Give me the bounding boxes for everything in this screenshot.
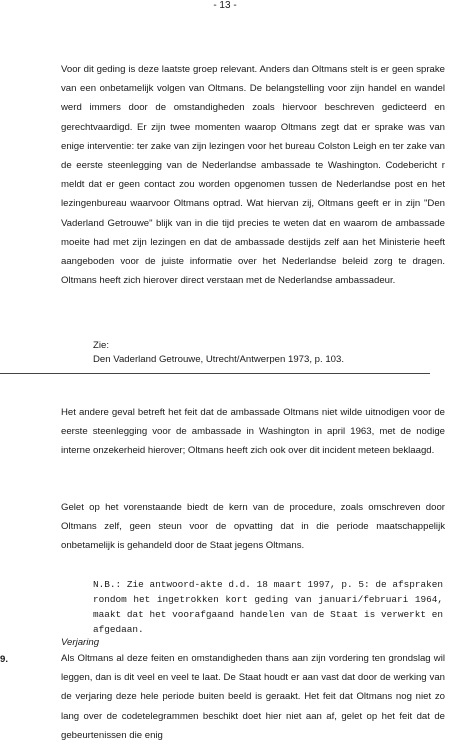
paragraph-conclusion: Gelet op het vorenstaande biedt de kern van de procedure, zoals omschreven door Oltmans zelf, geen steun voor de opvatting dat in die periode maatschappelijk onbetamelijk is gehandeld door de Staat jegens Oltmans. (61, 502, 445, 552)
reference-citation: Den Vaderland Getrouwe, Utrecht/Antwerpen 1973, p. 103. (93, 354, 345, 365)
page-number: - 13 - (213, 0, 237, 11)
paragraph-number: 9. (0, 654, 9, 665)
paragraph-ambassade-incident: Het andere geval betreft het feit dat de ambassade Oltmans niet wilde uitnodigen voor de eerste steenlegging voor de ambassade in Washington in april 1963, met de nodige interne onzekerheid hierover; Oltmans heeft zich ook over dit incident meteen beklaagd. (61, 407, 445, 457)
section-heading-verjaring: Verjaring (61, 637, 100, 648)
paragraph-relevance: Voor dit geding is deze laatste groep relevant. Anders dan Oltmans stelt is er geen sprake van een onbetamelijk volgen van Oltmans. De belangstelling voor zijn handel en wandel werd immers door de omstandigheden zoals hiervoor beschreven gedicteerd en gerechtvaardigd. Er zijn twee momenten waarop Oltmans zegt dat er sprake was van enige interventie: ter zake van zijn lezingen voor het bureau Colston Leigh en ter zake van de eerste steenlegging van de Nederlandse ambassade te Washington. Codebericht r meldt dat er geen contact zou worden opgenomen tussen de Nederlandse post en het lezingenbureau waarvoor Oltmans optrad. Wat hiervan zij, Oltmans geeft er in zijn "Den Vaderland Getrouwe" blijk van in die tijd precies te weten dat en waarom de ambassade moeite had met zijn lezingen en dat de ambassade destijds zelf aan het Ministerie heeft aangeboden voor de juiste informatie over het Nederlandse beleid zorg te dragen. Oltmans heeft zich hierover direct verstaan met de Nederlandse ambassadeur. (61, 64, 445, 287)
reference-label: Zie: (93, 340, 109, 351)
note-nb: N.B.: Zie antwoord-akte d.d. 18 maart 1997, p. 5: de afspraken rondom het ingetrokken kort geding van januari/februari 1964, maakt dat het voorafgaand handelen van de Staat is verwerkt en afgedaan. (93, 579, 443, 635)
footnote-divider (0, 373, 430, 374)
reference-block (93, 339, 445, 367)
paragraph-verjaring: Als Oltmans al deze feiten en omstandigheden thans aan zijn vordering ten grondslag wil leggen, dan is dit veel en veel te laat. De Staat houdt er aan vast dat door de werking van de verjaring deze hele periode buiten beeld is geraakt. Het feit dat Oltmans nog niet zo lang over de codetelegrammen beschikt doet hier niet aan af, gelet op het feit dat de gebeurtenissen die enig (61, 653, 445, 741)
